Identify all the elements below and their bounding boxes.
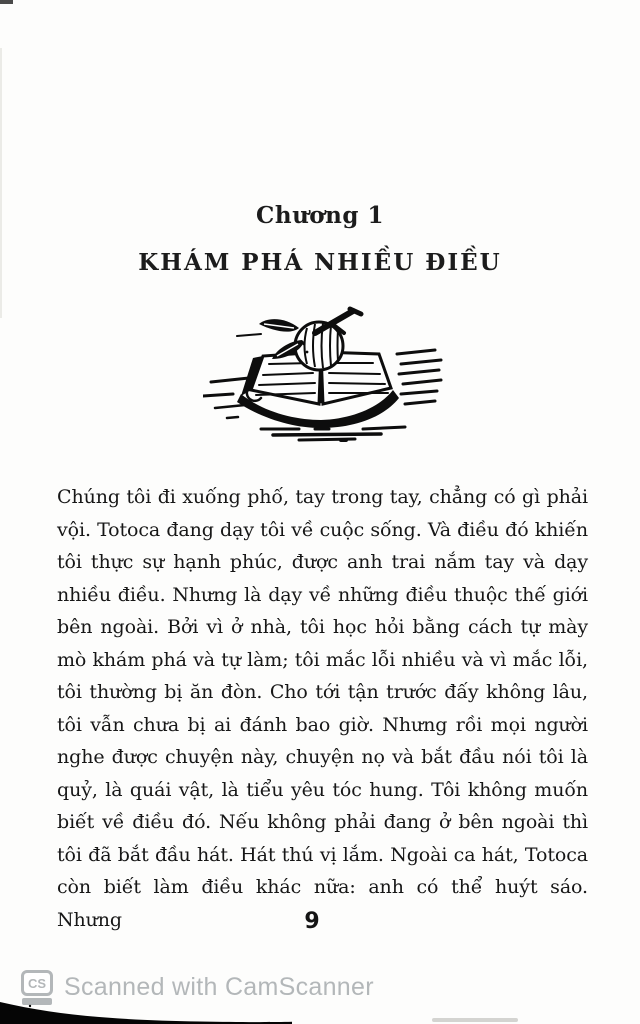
scan-artifact-bottom-curl (0, 1000, 300, 1024)
body-text-line: tôi vẫn chưa bị ai đánh bao giờ. Nhưng rồi mọi người (57, 713, 588, 736)
chapter-title: KHÁM PHÁ NHIỀU ĐIỀU (138, 249, 502, 276)
body-text-line: mò khám phá và tự làm; tôi mắc lỗi nhiều và vì mắc lỗi, (57, 648, 588, 671)
body-text-line: nhiều điều. Nhưng là dạy về những điều thuộc thế giới (57, 583, 588, 606)
scan-artifact-left-edge (0, 48, 2, 318)
body-text-line: tôi thường bị ăn đòn. Cho tới tận trước đấy không lâu, (57, 681, 588, 703)
body-paragraph (57, 481, 588, 936)
body-text-line: bên ngoài. Bởi vì ở nhà, tôi học hỏi bằng cách tự mày (57, 616, 588, 638)
page-number: 9 (304, 909, 320, 934)
body-text-line: vội. Totoca đang dạy tôi về cuộc sống. Và điều đó khiến (57, 518, 588, 541)
body-text-line: nghe được chuyện này, chuyện nọ và bắt đầu nói tôi là (57, 746, 588, 768)
body-text-line: quỷ, là quái vật, là tiểu yêu tóc hung. Tôi không muốn (57, 778, 588, 801)
body-text-line: tôi đã bắt đầu hát. Hát thú vị lắm. Ngoài ca hát, Totoca (57, 843, 588, 866)
open-book-with-fruit-illustration (203, 306, 443, 442)
chapter-heading: Chương 1 (256, 202, 384, 229)
body-text-line: Chúng tôi đi xuống phố, tay trong tay, chẳng có gì phải (57, 486, 588, 508)
body-text-line: còn biết làm điều khác nữa: anh có thể huýt sáo. Nhưng (57, 876, 588, 931)
scan-artifact-top-left (0, 0, 13, 4)
body-text-line: tôi thực sự hạnh phúc, được anh trai nắm tay và dạy (57, 551, 588, 573)
camscanner-label: Scanned with CamScanner (64, 973, 374, 1001)
body-text-line: biết về điều đó. Nếu không phải đang ở bên ngoài thì (57, 811, 588, 833)
camscanner-logo-text: CS (21, 970, 53, 996)
scan-artifact-bottom-smudge (432, 1018, 518, 1022)
